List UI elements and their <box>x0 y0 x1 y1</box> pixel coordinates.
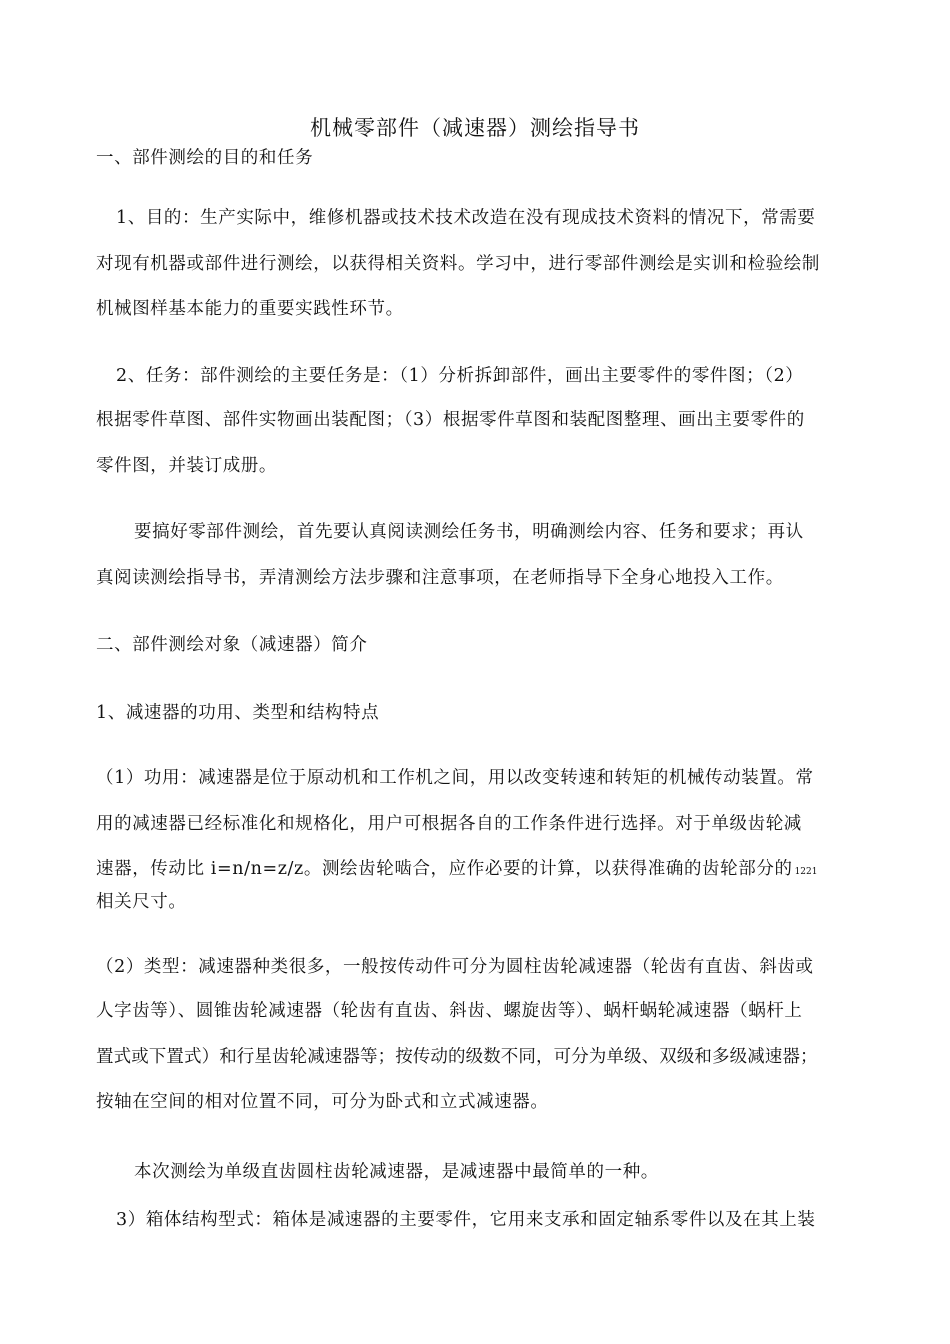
paragraph-task-line-1: 2、任务：部件测绘的主要任务是：（1）分析拆卸部件，画出主要零件的零件图；（2） <box>116 366 804 386</box>
paragraph-advice-line-2: 真阅读测绘指导书，弄清测绘方法步骤和注意事项，在老师指导下全身心地投入工作。 <box>96 568 784 588</box>
section-2-heading: 二、部件测绘对象（减速器）简介 <box>96 635 368 655</box>
document-title: 机械零部件（减速器）测绘指导书 <box>310 116 640 140</box>
paragraph-task-line-3: 零件图，并装订成册。 <box>96 456 277 476</box>
paragraph-function-line-4: 相关尺寸。 <box>96 892 187 912</box>
paragraph-scope: 本次测绘为单级直齿圆柱齿轮减速器，是减速器中最简单的一种。 <box>134 1162 659 1182</box>
paragraph-types-line-1: （2）类型：减速器种类很多，一般按传动件可分为圆柱齿轮减速器（轮齿有直齿、斜齿或 <box>96 957 814 977</box>
subsection-1-heading: 1、减速器的功用、类型和结构特点 <box>96 703 380 723</box>
paragraph-function-line-1: （1）功用：减速器是位于原动机和工作机之间，用以改变转速和转矩的机械传动装置。常 <box>96 768 814 788</box>
subscript-indices: 1221 <box>794 867 818 877</box>
paragraph-purpose-line-3: 机械图样基本能力的重要实践性环节。 <box>96 299 404 319</box>
paragraph-purpose-line-2: 对现有机器或部件进行测绘，以获得相关资料。学习中，进行零部件测绘是实训和检验绘制 <box>96 254 820 274</box>
paragraph-advice-line-1: 要搞好零部件测绘，首先要认真阅读测绘任务书，明确测绘内容、任务和要求；再认 <box>134 522 804 542</box>
paragraph-purpose-line-1: 1、目的：生产实际中，维修机器或技术技术改造在没有现成技术资料的情况下，常需要 <box>116 208 816 228</box>
paragraph-task-line-2: 根据零件草图、部件实物画出装配图；（3）根据零件草图和装配图整理、画出主要零件的 <box>96 410 805 430</box>
paragraph-types-line-2: 人字齿等）、圆锥齿轮减速器（轮齿有直齿、斜齿、螺旋齿等）、蜗杆蜗轮减速器（蜗杆上 <box>96 1001 803 1021</box>
paragraph-housing-line-1: 3）箱体结构型式：箱体是减速器的主要零件，它用来支承和固定轴系零件以及在其上装 <box>116 1210 816 1230</box>
section-1-heading: 一、部件测绘的目的和任务 <box>96 148 314 168</box>
paragraph-types-line-4: 按轴在空间的相对位置不同，可分为卧式和立式减速器。 <box>96 1092 549 1112</box>
paragraph-types-line-3: 置式或下置式）和行星齿轮减速器等；按传动的级数不同，可分为单级、双级和多级减速器； <box>96 1047 818 1067</box>
paragraph-function-line-2: 用的减速器已经标准化和规格化，用户可根据各自的工作条件进行选择。对于单级齿轮减 <box>96 814 802 834</box>
paragraph-function-line-3-text: 速器，传动比 i=n/n=z/z。测绘齿轮啮合，应作必要的计算，以获得准确的齿轮部分的 <box>96 859 793 879</box>
paragraph-function-line-3 <box>96 857 817 884</box>
